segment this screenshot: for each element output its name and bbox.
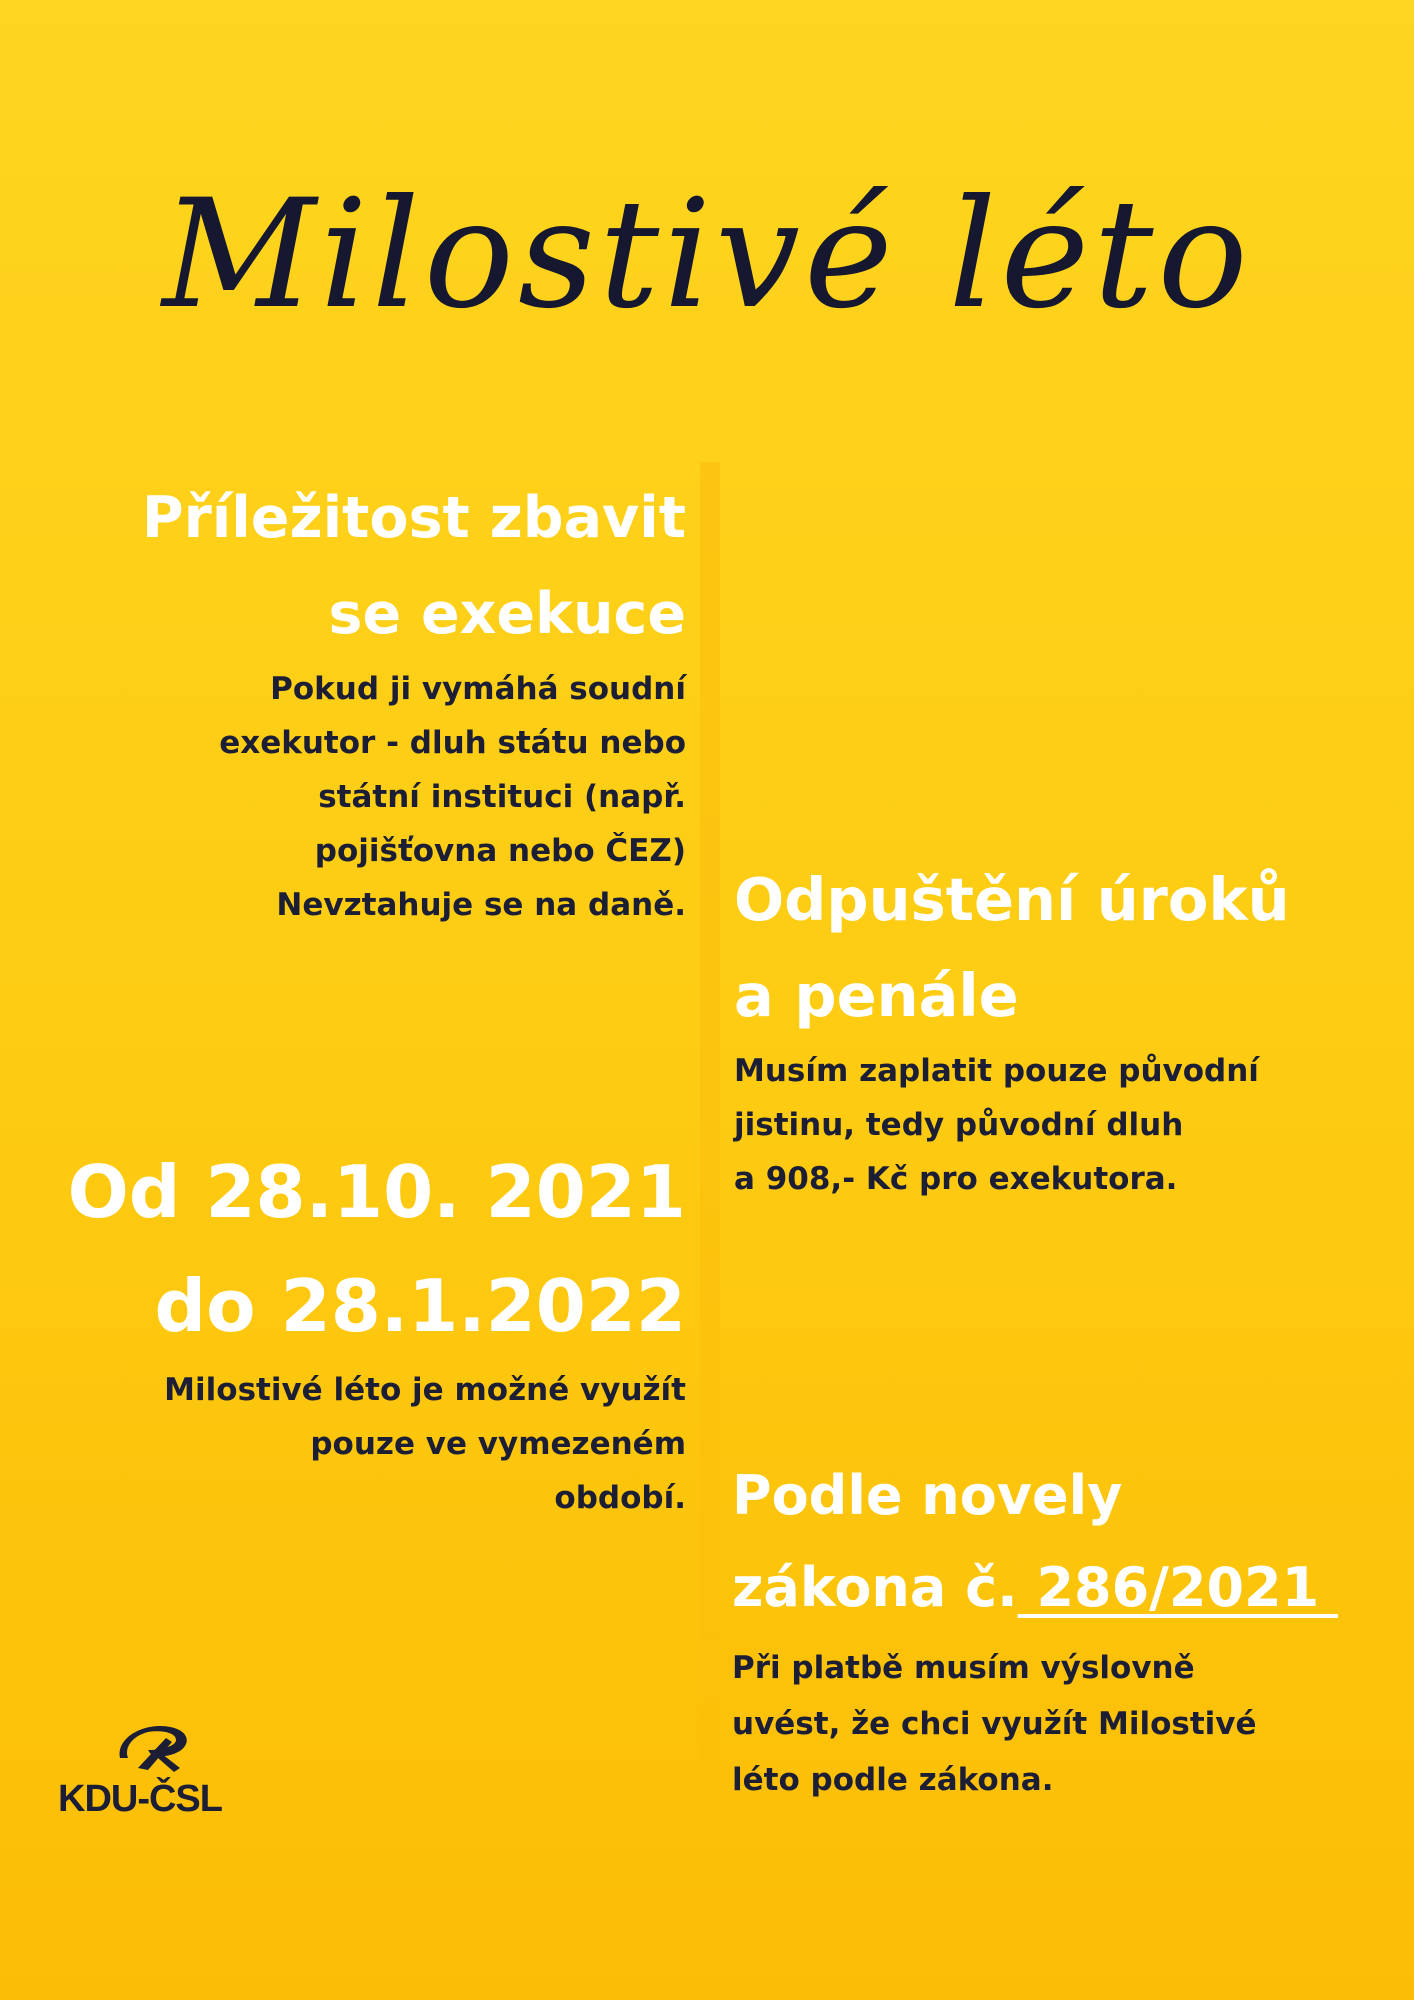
heading-line: a penále (734, 961, 1019, 1030)
section-interest-waiver (734, 852, 1394, 1206)
body-line: jistinu, tedy původní dluh (734, 1107, 1184, 1143)
section-interest-waiver-heading (734, 852, 1394, 1044)
body-line: Musím zaplatit pouze původní (734, 1053, 1259, 1089)
body-line: období. (554, 1480, 686, 1516)
logo-text: KDU-ČSL (58, 1778, 222, 1820)
body-line: pouze ve vymezeném (310, 1426, 686, 1462)
section-law-heading (732, 1450, 1402, 1634)
heading-line (732, 1542, 1402, 1634)
heading-line: Odpuštění úroků (734, 865, 1290, 934)
body-line: uvést, že chci využít Milostivé (732, 1706, 1257, 1742)
body-line: státní instituci (např. (318, 779, 686, 815)
law-number: 286/2021 (1017, 1556, 1338, 1619)
section-dates (40, 1135, 686, 1525)
heading-line: do 28.1.2022 (154, 1264, 686, 1348)
body-line: a 908,- Kč pro exekutora. (734, 1161, 1178, 1197)
body-line: Nevztahuje se na daně. (276, 887, 686, 923)
heading-line: Příležitost zbavit (141, 485, 686, 551)
column-divider (700, 462, 720, 1900)
section-dates-heading (40, 1135, 686, 1363)
kdu-csl-logo-mark-icon (108, 1718, 198, 1778)
heading-line: se exekuce (328, 581, 686, 647)
body-line: Při platbě musím výslovně (732, 1650, 1195, 1686)
body-line: léto podle zákona. (732, 1762, 1054, 1798)
heading-line: Od 28.10. 2021 (67, 1150, 686, 1234)
body-line: Milostivé léto je možné využít (164, 1372, 686, 1408)
section-debt-relief-body (40, 662, 686, 932)
heading-line: Podle novely (732, 1464, 1123, 1527)
law-prefix: zákona č. (732, 1556, 1018, 1619)
body-line: Pokud ji vymáhá soudní (270, 671, 686, 707)
section-law (732, 1450, 1402, 1808)
body-line: pojišťovna nebo ČEZ) (314, 833, 686, 869)
section-dates-body (40, 1363, 686, 1525)
section-law-body (732, 1640, 1402, 1808)
page-title: Milostivé léto (162, 168, 1252, 342)
section-debt-relief-heading (40, 470, 686, 662)
section-interest-waiver-body (734, 1044, 1394, 1206)
section-debt-relief (40, 470, 686, 932)
kdu-csl-logo (58, 1718, 248, 1828)
body-line: exekutor - dluh státu nebo (219, 725, 686, 761)
